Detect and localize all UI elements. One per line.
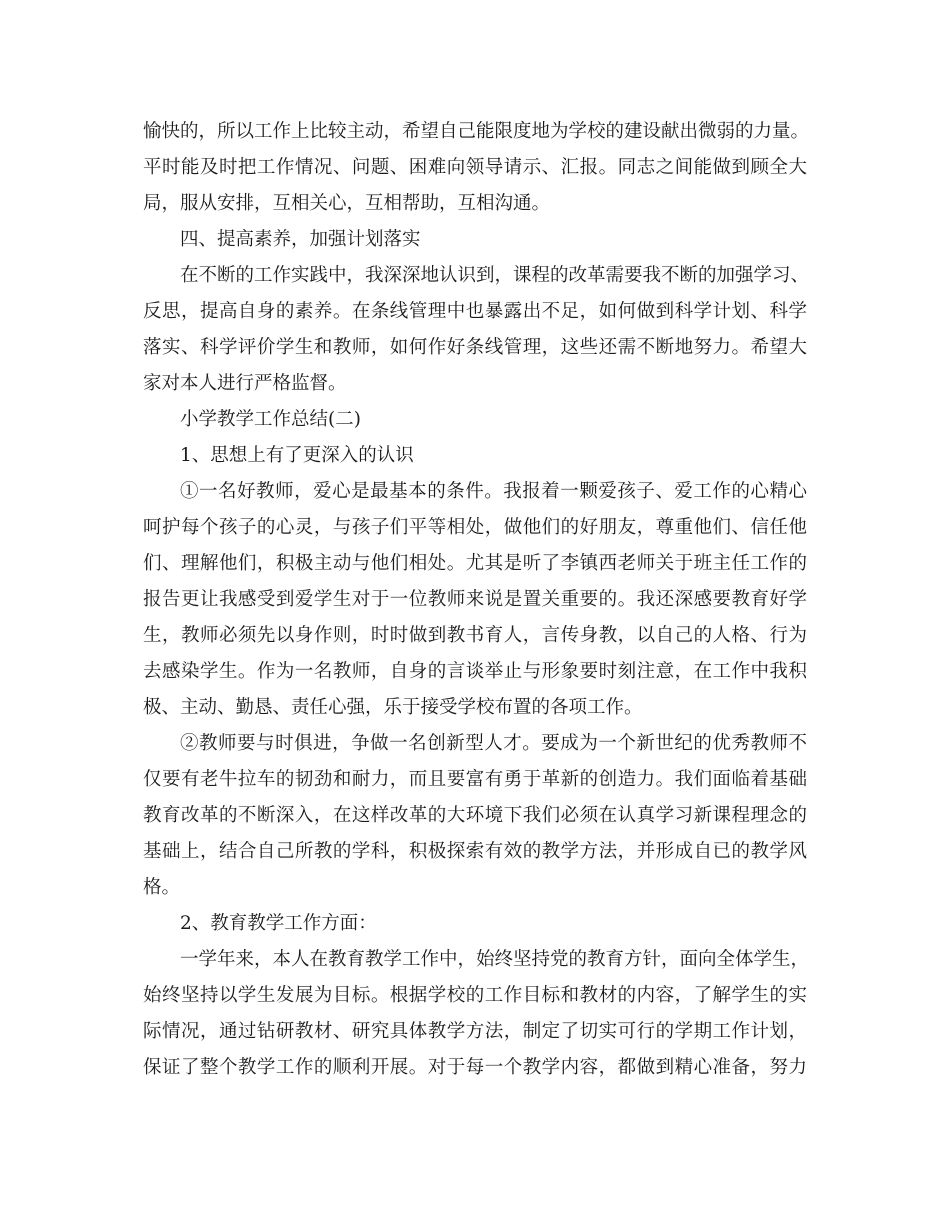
text-line: 保证了整个教学工作的顺利开展。对于每一个教学内容，都做到精心准备，努力: [143, 1057, 807, 1078]
text-line: 平时能及时把工作情况、问题、困难向领导请示、汇报。同志之间能做到顾全大: [143, 157, 807, 178]
text-line: 反思，提高自身的素养。在条线管理中也暴露出不足，如何做到科学计划、科学: [143, 301, 807, 322]
text-line: 呵护每个孩子的心灵，与孩子们平等相处，做他们的好朋友，尊重他们、信任他: [143, 517, 807, 538]
text-line: 基础上，结合自己所教的学科，积极探索有效的教学方法，并形成自已的教学风: [143, 841, 807, 862]
text-line: 1、思想上有了更深入的认识: [180, 445, 414, 466]
text-line: 始终坚持以学生发展为目标。根据学校的工作目标和教材的内容，了解学生的实: [143, 985, 807, 1006]
text-line: 小学教学工作总结(二): [180, 409, 361, 430]
text-line: 格。: [143, 877, 181, 898]
text-line: 教育改革的不断深入，在这样改革的大环境下我们必须在认真学习新课程理念的: [143, 805, 807, 826]
text-line: ②教师要与时俱进，争做一名创新型人才。要成为一个新世纪的优秀教师不: [180, 733, 807, 754]
text-line: 家对本人进行严格监督。: [143, 373, 347, 394]
text-line: 际情况，通过钻研教材、研究具体教学方法，制定了切实可行的学期工作计划，: [143, 1021, 807, 1042]
text-line: 们、理解他们，积极主动与他们相处。尤其是听了李镇西老师关于班主任工作的: [143, 553, 807, 574]
text-line: 落实、科学评价学生和教师，如何作好条线管理，这些还需不断地努力。希望大: [143, 337, 807, 358]
text-line: 四、提高素养，加强计划落实: [180, 229, 421, 250]
text-line: ①一名好教师，爱心是最基本的条件。我报着一颗爱孩子、爱工作的心精心: [180, 481, 807, 502]
text-line: 愉快的，所以工作上比较主动，希望自己能限度地为学校的建设献出微弱的力量。: [143, 121, 810, 142]
text-line: 局，服从安排，互相关心，互相帮助，互相沟通。: [143, 193, 551, 214]
text-line: 一学年来，本人在教育教学工作中，始终坚持党的教育方针，面向全体学生，: [180, 949, 810, 970]
text-line: 报告更让我感受到爱学生对于一位教师来说是置关重要的。我还深感要教育好学: [143, 589, 807, 610]
text-line: 去感染学生。作为一名教师，自身的言谈举止与形象要时刻注意，在工作中我积: [143, 661, 807, 682]
text-line: 生，教师必须先以身作则，时时做到教书育人，言传身教，以自己的人格、行为: [143, 625, 807, 646]
text-line: 仅要有老牛拉车的韧劲和耐力，而且要富有勇于革新的创造力。我们面临着基础: [143, 769, 807, 790]
text-line: 2、教育教学工作方面：: [180, 913, 377, 934]
document-body: [143, 114, 810, 1086]
text-line: 极、主动、勤恳、责任心强，乐于接受学校布置的各项工作。: [143, 697, 643, 718]
text-line: 在不断的工作实践中，我深深地认识到，课程的改革需要我不断的加强学习、: [180, 265, 810, 286]
